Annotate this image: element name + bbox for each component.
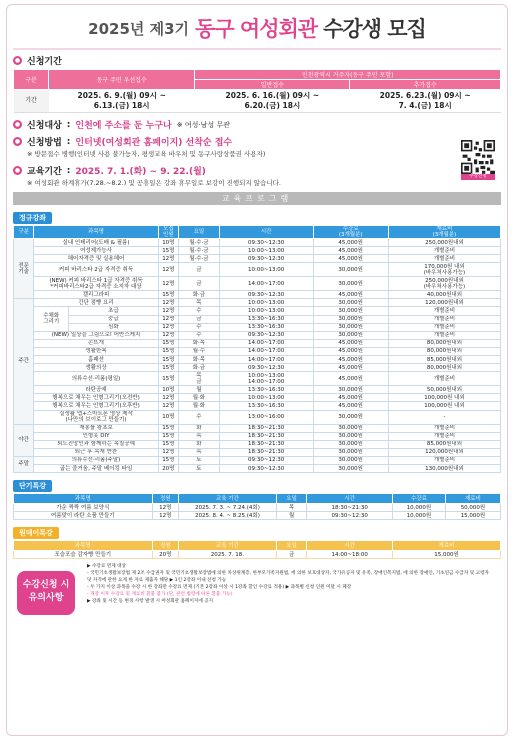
- table-header: 요일: [179, 226, 220, 239]
- table-row: [14, 323, 501, 331]
- table-cell: 09:30~12:30: [219, 255, 313, 263]
- table-cell: 100,000원 내외: [388, 394, 500, 402]
- table-header: 시간: [307, 494, 393, 504]
- table-cell: 월·수·금: [179, 255, 220, 263]
- regular-title: 정규강좌: [13, 212, 52, 224]
- note-line: ▶ 수강료 면제 대상: [87, 564, 126, 570]
- table-cell: 15명: [158, 247, 178, 255]
- table-cell: 170,000원 내외 (바우처사용가능): [388, 263, 500, 277]
- table-cell: 12명: [152, 512, 178, 520]
- table-cell: 화·금: [179, 364, 220, 372]
- table-cell: 10명: [158, 410, 178, 424]
- table-row: [14, 394, 501, 402]
- table-header: 시간: [307, 541, 393, 551]
- table-cell: 화: [179, 424, 220, 432]
- table-cell: 금: [276, 551, 307, 559]
- table-cell: 30,000원: [313, 448, 388, 456]
- table-header: 시간: [219, 226, 313, 239]
- table-row: [14, 551, 501, 559]
- table-cell: 18:30~21:30: [219, 440, 313, 448]
- table-cell: 30,000원: [313, 331, 388, 339]
- course-name: 의류수선·리폼(평일): [34, 372, 158, 386]
- table-cell: 30,000원: [313, 432, 388, 440]
- table-cell: 120,000원내외: [388, 448, 500, 456]
- course-name: 행복으로 채우는 인형그리기(오후반): [34, 402, 158, 410]
- table-cell: 30,000원: [313, 299, 388, 307]
- info-block: ● 신청대상 : 인천에 주소를 둔 누구나 ※ 여성·남성 무관 ● 신청방법 : 인터넷(여성회관 홈페이지) 선착순 접수 ※ 방문접수 병행(인터넷 사용 불가능자, 평생교육 바우처 및 동구사랑상품권 사용자) ● 교육기간 : 2025. 7. 1.(화) ~ 9. 22.(월) ※ 여성회관 하계휴가(7.28.~8.2.) 및 공휴일은 강좌 휴무일로 보강이 진행되지 않습니다.: [14, 119, 281, 187]
- table-cell: 여름맞이 라탄 소품 만들기: [14, 512, 153, 520]
- table-row: [14, 299, 501, 307]
- table-cell: 월·수·금: [179, 239, 220, 247]
- table-cell: 130,000원내외: [388, 464, 500, 472]
- table-row: [14, 339, 501, 347]
- table-cell: 2025. 8. 4. ~ 8.25.(4회): [179, 512, 277, 520]
- table-cell: 개별준비: [388, 456, 500, 464]
- table-cell: 250,000원내외: [388, 239, 500, 247]
- table-header: 요일: [276, 494, 307, 504]
- table-cell: 개별준비: [388, 331, 500, 339]
- table-cell: -: [388, 410, 500, 424]
- table-row: [14, 402, 501, 410]
- qr-code-icon: [461, 140, 495, 174]
- table-row: [14, 386, 501, 394]
- table-cell: 15명: [158, 424, 178, 432]
- poster-title: [13, 8, 501, 50]
- table-cell: 금: [179, 315, 220, 323]
- table-header: 과목명: [14, 541, 153, 551]
- table-cell: 13:00~16:00: [219, 410, 313, 424]
- table-row: [14, 239, 501, 247]
- table-cell: 30,000원: [313, 386, 388, 394]
- table-cell: 화·목: [179, 356, 220, 364]
- table-cell: 30,000원: [313, 410, 388, 424]
- table-cell: 18:30~21:30: [219, 432, 313, 440]
- oneday-title: 원데이특강: [13, 527, 59, 539]
- title-main: 동구 여성회관: [195, 17, 318, 41]
- table-header: 과목명: [34, 226, 158, 239]
- table-cell: 12명: [158, 323, 178, 331]
- page: [6, 4, 508, 736]
- table-cell: 12명: [158, 307, 178, 315]
- group-cell: 주간: [14, 299, 34, 424]
- table-cell: 12명: [158, 263, 178, 277]
- course-name: 심화: [69, 323, 159, 331]
- regular-table: [13, 225, 501, 473]
- table-cell: 월·수: [179, 347, 220, 355]
- table-cell: 85,000원내외: [388, 356, 500, 364]
- table-cell: 09:30~12:30: [219, 291, 313, 299]
- course-name: 헤어자격증 및 실용헤어: [34, 255, 158, 263]
- table-cell: 30,000원: [313, 464, 388, 472]
- table-cell: 개별준비: [388, 432, 500, 440]
- table-cell: 14:00~17:00: [219, 339, 313, 347]
- table-cell: 20명: [158, 464, 178, 472]
- table-cell: 10:00~13:00 14:00~17:00: [219, 372, 313, 386]
- course-name: 중급: [69, 315, 159, 323]
- note-line: 덧 자격에 관한 요게 한 자료 제출자 해당 ▶ 1인 2강좌 이내 신청 가능: [87, 578, 227, 584]
- qr-caption: 수강신청: [461, 174, 495, 180]
- table-cell: 15명: [158, 432, 178, 440]
- course-name: 캘리그라피: [34, 291, 158, 299]
- table-header: 과목명: [14, 494, 153, 504]
- course-name: 생활한복: [34, 347, 158, 355]
- table-cell: 15명: [158, 339, 178, 347]
- note-line: - 두 가지 이상 과목을 수강 시 한 강좌만 수강료 면제 (기본 2강좌 이상 시 1강좌 할인 수강료 적용) ▶ 과목별 신청 인원 미달 시 폐강: [87, 585, 352, 591]
- table-cell: 15명: [158, 372, 178, 386]
- reg-extra: 2025. 6.23.(월) 09시 ~ 7. 4.(금) 18시: [350, 90, 501, 113]
- table-cell: 수: [179, 323, 220, 331]
- reg-row-label: 기간: [14, 90, 49, 113]
- notes-box: 수강신청 시 유의사항: [17, 571, 75, 615]
- note-line: - 개강 이후 수강료 및 재료비 환불 불가 (단, 관련 법령에 따른 환불 가능): [87, 592, 233, 598]
- table-row: [14, 291, 501, 299]
- table-cell: 13:30~16:30: [219, 402, 313, 410]
- table-row: [14, 410, 501, 424]
- table-cell: 30,000원: [313, 323, 388, 331]
- table-cell: 12명: [158, 315, 178, 323]
- table-cell: 12명: [158, 402, 178, 410]
- course-name: 인형옷 DIY: [34, 432, 158, 440]
- table-cell: 포슬포슬 감자빵 만들기: [14, 551, 153, 559]
- reg-h-extra: 추가접수: [350, 80, 501, 90]
- table-row: [14, 372, 501, 386]
- table-cell: 30,000원: [313, 315, 388, 323]
- table-cell: 13:30~16:30: [219, 386, 313, 394]
- table-header: 수강료: [392, 494, 445, 504]
- table-cell: 10:00~13:00: [219, 307, 313, 315]
- reg-h-incheon: 인천광역시 거주자(동구 주민 포함): [195, 70, 501, 80]
- table-cell: 2025. 7. 18.: [179, 551, 277, 559]
- table-cell: 10:00~13:00: [219, 247, 313, 255]
- table-cell: 수: [179, 307, 220, 315]
- table-header: 교육 기간: [179, 494, 277, 504]
- reg-dong: 2025. 6. 9.(월) 09시 ~ 6.13.(금) 18시: [49, 90, 195, 113]
- table-cell: 50,000원내외: [388, 386, 500, 394]
- table-row: [14, 307, 501, 315]
- title-tail: 수강생 모집: [323, 17, 426, 41]
- table-cell: 100,000원 내외: [388, 402, 500, 410]
- bullet-icon: ●: [14, 121, 21, 128]
- table-cell: 월: [276, 512, 307, 520]
- table-cell: 12명: [158, 394, 178, 402]
- table-header: 재료비: [392, 541, 500, 551]
- table-cell: 250,000원내외 (바우처사용가능): [388, 277, 500, 291]
- course-name: (NEW) 일상을 그림으로! 어반스케치: [34, 331, 158, 339]
- table-cell: 월·수·금: [179, 247, 220, 255]
- table-cell: 2025. 7. 3. ~ 7.24.(4회): [179, 504, 277, 512]
- table-cell: 09:30~12:30: [307, 512, 393, 520]
- course-name: 간단 점빵 요리: [34, 299, 158, 307]
- table-cell: 월·화: [179, 394, 220, 402]
- table-row: [14, 464, 501, 472]
- table-cell: 12명: [158, 448, 178, 456]
- table-cell: 120,000원내외: [388, 299, 500, 307]
- table-cell: 45,000원: [313, 364, 388, 372]
- table-row: [14, 512, 501, 520]
- course-name: 의류수선·리폼(주말): [34, 456, 158, 464]
- table-header: 정원: [152, 494, 178, 504]
- course-name: 손뜨개: [34, 339, 158, 347]
- reg-table: [13, 69, 501, 113]
- table-cell: 토: [179, 456, 220, 464]
- table-header: 재료비: [445, 494, 500, 504]
- group-cell: 주말: [14, 456, 34, 472]
- table-cell: 09:30~12:30: [219, 364, 313, 372]
- table-header: 정원: [152, 541, 178, 551]
- bullet-icon: ●: [14, 167, 21, 174]
- table-cell: 85,000원내외: [388, 440, 500, 448]
- table-cell: 30,000원: [313, 307, 388, 315]
- table-cell: 13:30~16:30: [219, 323, 313, 331]
- course-name: 여성제가능사: [34, 247, 158, 255]
- table-cell: 18:30~21:30: [307, 504, 393, 512]
- course-name: (NEW) 커피 바리스타 1급 자격증 취득 *커피바리스타2급 자격증 소지자 대상: [34, 277, 158, 291]
- table-row: [14, 424, 501, 432]
- table-cell: 화·목: [179, 339, 220, 347]
- table-cell: 12명: [158, 277, 178, 291]
- table-cell: 월·화: [179, 402, 220, 410]
- table-cell: 14:00~18:00: [307, 551, 393, 559]
- table-cell: 10,000원: [392, 512, 445, 520]
- course-name: 재봉틀 왕초보: [34, 424, 158, 432]
- course-name: 실내 인테리어(도배 & 필름): [34, 239, 158, 247]
- short-table: [13, 493, 501, 520]
- table-cell: 09:30~12:30: [219, 464, 313, 472]
- table-cell: 15,000원: [445, 512, 500, 520]
- table-cell: 10:00~13:00: [219, 263, 313, 277]
- table-cell: 45,000원: [313, 356, 388, 364]
- table-cell: 30,000원: [313, 440, 388, 448]
- table-cell: 15명: [158, 356, 178, 364]
- table-row: [14, 255, 501, 263]
- table-cell: 화·금: [179, 291, 220, 299]
- title-sub: 2025년 제3기: [88, 19, 190, 38]
- course-name: 홈패션: [34, 356, 158, 364]
- method-note: ※ 방문접수 병행(인터넷 사용 불가능자, 평생교육 바우처 및 동구사랑상품권 사용자): [27, 150, 266, 158]
- reg-h-dong: 동구 주민 우선접수: [49, 70, 195, 90]
- table-cell: 15명: [158, 440, 178, 448]
- table-cell: 14:00~17:00: [219, 347, 313, 355]
- reg-section-title: ● 신청기간: [14, 57, 62, 67]
- oneday-table: [13, 540, 501, 559]
- table-cell: 18:30~21:30: [219, 448, 313, 456]
- course-name: 실생활 앱+스마트폰 영상 제작 (나만의 브이로그 만들기): [34, 410, 158, 424]
- table-cell: 10:00~13:00: [219, 394, 313, 402]
- table-cell: 개별준비: [388, 372, 500, 386]
- table-cell: 09:30~12:30: [219, 239, 313, 247]
- course-name: 라탄공예: [34, 386, 158, 394]
- table-cell: 목: [179, 432, 220, 440]
- table-cell: 12명: [158, 299, 178, 307]
- table-cell: 10명: [158, 386, 178, 394]
- table-cell: 40,000원내외: [388, 291, 500, 299]
- table-cell: 15명: [158, 291, 178, 299]
- table-row: [14, 356, 501, 364]
- table-cell: 개별준비: [388, 323, 500, 331]
- table-cell: 45,000원: [313, 372, 388, 386]
- table-row: [14, 347, 501, 355]
- table-cell: 30,000원: [313, 456, 388, 464]
- notes-list: [87, 563, 497, 605]
- table-cell: 개별준비: [388, 247, 500, 255]
- table-cell: 30,000원: [313, 424, 388, 432]
- table-cell: 45,000원: [313, 239, 388, 247]
- table-row: [14, 448, 501, 456]
- table-cell: 목: [179, 299, 220, 307]
- course-name: 커피 바리스타 2급 자격증 취득: [34, 263, 158, 277]
- table-cell: 개별준비: [388, 307, 500, 315]
- table-cell: 45,000원: [313, 347, 388, 355]
- table-cell: 80,000원내외: [388, 339, 500, 347]
- table-row: [14, 277, 501, 291]
- table-cell: 12명: [158, 255, 178, 263]
- table-header: 수강료 (3개월분): [313, 226, 388, 239]
- course-name: 생활의상: [34, 364, 158, 372]
- course-name: 행복으로 채우는 인형그리기(오전반): [34, 394, 158, 402]
- course-name: 초급: [69, 307, 159, 315]
- bullet-icon: ●: [14, 57, 21, 64]
- table-row: [14, 247, 501, 255]
- table-cell: 14:00~17:00: [219, 277, 313, 291]
- table-cell: 가운 짝짝 여름 보양식: [14, 504, 153, 512]
- program-band: 교육프로그램: [13, 192, 501, 205]
- table-cell: 개별준비: [388, 424, 500, 432]
- table-cell: 45,000원: [313, 291, 388, 299]
- period-note: ※ 여성회관 하계휴가(7.28.~8.2.) 및 공휴일은 강좌 휴무일로 보강이 진행되지 않습니다.: [27, 179, 281, 187]
- table-cell: 토: [179, 464, 220, 472]
- table-cell: 50,000원: [445, 504, 500, 512]
- table-cell: 수: [179, 331, 220, 339]
- group-cell: 야간: [14, 424, 34, 456]
- table-cell: 10명: [158, 239, 178, 247]
- table-cell: 15명: [158, 364, 178, 372]
- table-cell: 45,000원: [313, 255, 388, 263]
- table-row: [14, 504, 501, 512]
- table-cell: 목 금: [179, 372, 220, 386]
- table-cell: 45,000원: [313, 402, 388, 410]
- table-cell: 09:30~12:30: [219, 331, 313, 339]
- table-cell: 15명: [158, 347, 178, 355]
- course-name: 퇴도진망인과 함께하는 목칠공예: [34, 440, 158, 448]
- table-cell: 30,000원: [313, 277, 388, 291]
- table-row: [14, 331, 501, 339]
- group-cell: 전문 기술: [14, 239, 34, 299]
- table-cell: 14:00~17:00: [219, 356, 313, 364]
- table-cell: 30,000원: [313, 263, 388, 277]
- table-cell: 수: [179, 410, 220, 424]
- table-row: [14, 440, 501, 448]
- short-title: 단기특강: [13, 480, 52, 492]
- table-cell: 18:30~21:30: [219, 424, 313, 432]
- subgroup-cell: 수채화 그리기: [34, 307, 69, 331]
- table-cell: 09:30~12:30: [219, 456, 313, 464]
- table-cell: 금: [179, 263, 220, 277]
- reg-h-gubun: 구분: [14, 70, 49, 90]
- table-cell: 45,000원: [313, 394, 388, 402]
- table-cell: 80,000원내외: [388, 364, 500, 372]
- table-header: 교육 기간: [179, 541, 277, 551]
- table-cell: 15,000원: [392, 551, 500, 559]
- reg-h-general: 일반접수: [195, 80, 350, 90]
- table-cell: 15명: [158, 456, 178, 464]
- note-line: - 국민기초생활보장법 제 2조 수급권자 및 국민기초생활보장법에 의한 차상위계층, 한부모가족지원법, 에 의한 보호대상자, 국가유공자 및 유족, 장애인복지법, 에 의한 장애인, 기초연금 수급자 및 고령자: [87, 571, 489, 577]
- table-row: [14, 315, 501, 323]
- table-row: [14, 263, 501, 277]
- table-row: [14, 456, 501, 464]
- table-cell: 13:30~16:30: [219, 315, 313, 323]
- table-cell: 12명: [158, 331, 178, 339]
- table-header: 재료비 (3개월분): [388, 226, 500, 239]
- table-cell: 개별준비: [388, 255, 500, 263]
- table-cell: 10,000원: [392, 504, 445, 512]
- table-cell: 목: [179, 448, 220, 456]
- qr-code[interactable]: [461, 140, 495, 180]
- table-header: 요일: [276, 541, 307, 551]
- course-name: 퇴근 후 목재 반찬: [34, 448, 158, 456]
- bullet-icon: ●: [14, 138, 21, 145]
- course-name: 굽는 즐거움, 주말 베이킹 타임: [34, 464, 158, 472]
- table-cell: 10:00~13:00: [219, 299, 313, 307]
- table-cell: 개별준비: [388, 315, 500, 323]
- table-cell: 45,000원: [313, 247, 388, 255]
- table-cell: 20명: [152, 551, 178, 559]
- table-cell: 12명: [152, 504, 178, 512]
- table-cell: 80,000원내외: [388, 347, 500, 355]
- table-row: [14, 364, 501, 372]
- table-cell: 금: [179, 277, 220, 291]
- note-line: ▶ 강좌 및 시간 등 변경 사항 발생 시 여성회관 홈페이지에 공지: [87, 599, 214, 605]
- reg-general: 2025. 6. 16.(월) 09시 ~ 6.20.(금) 18시: [195, 90, 350, 113]
- table-cell: 화: [179, 440, 220, 448]
- table-header: 모집 인원: [158, 226, 178, 239]
- table-header: 구분: [14, 226, 34, 239]
- table-cell: 월: [179, 386, 220, 394]
- notes-section: [13, 563, 501, 629]
- table-row: [14, 432, 501, 440]
- table-cell: 45,000원: [313, 339, 388, 347]
- table-cell: 목: [276, 504, 307, 512]
